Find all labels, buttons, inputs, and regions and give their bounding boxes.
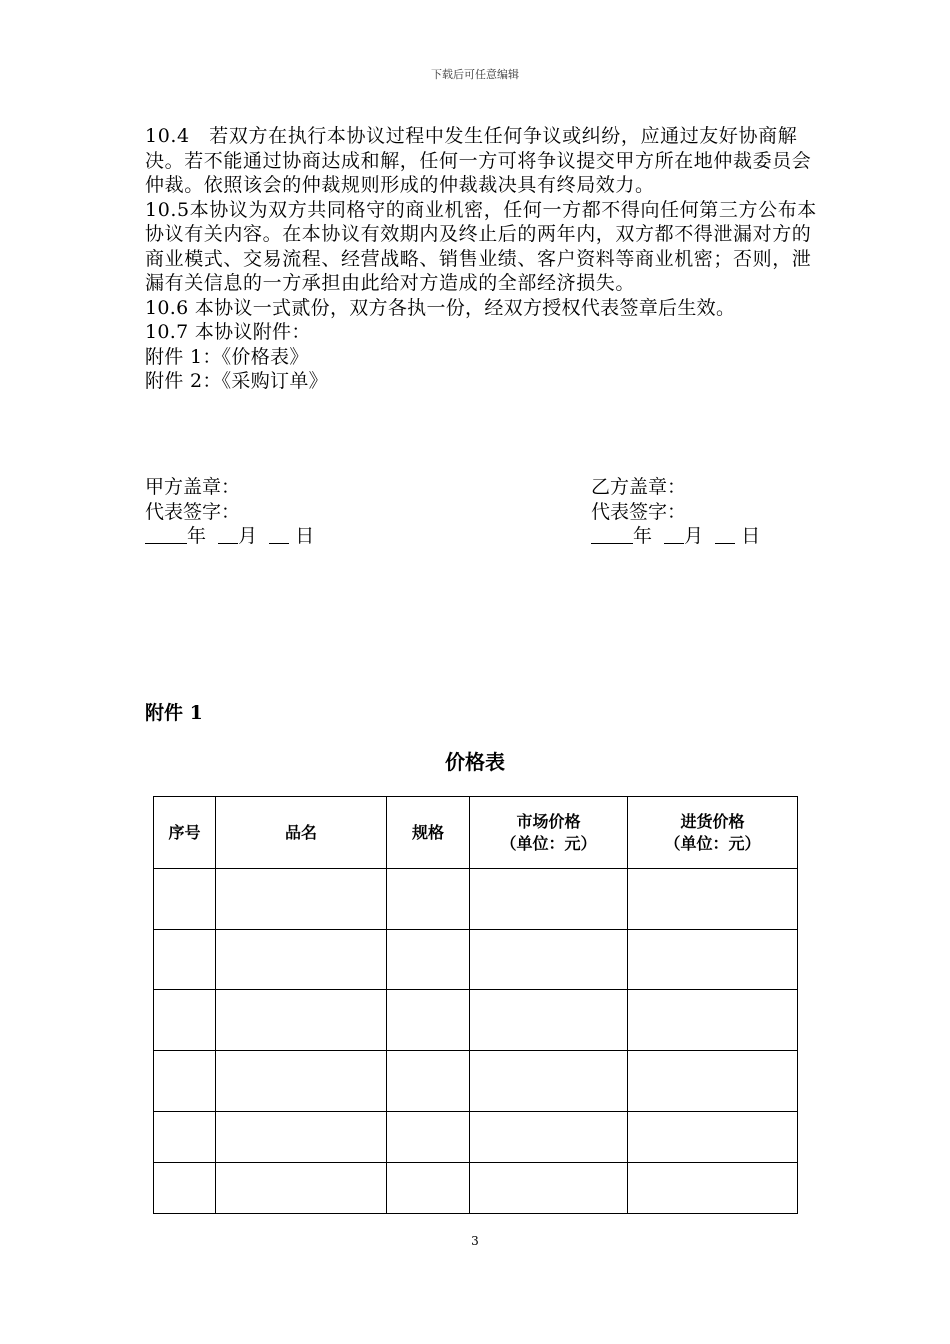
agreement-clauses [145,124,825,394]
day-blank [269,525,289,544]
table-header-row [154,797,798,869]
attachment-1-ref: 附件 1：《价格表》 [145,345,309,368]
clause-10-4: 10.4 若双方在执行本协议过程中发生任何争议或纠纷，应通过友好协商解决。若不能通过协商达成和解，任何一方可将争议提交甲方所在地仲裁委员会仲裁。依照该会的仲裁规则形成的仲裁裁决具有终局效力。 [145,125,812,196]
party-b-signature [591,475,760,549]
day-blank [715,525,735,544]
party-a-signature [145,475,314,549]
price-table-title: 价格表 [445,750,505,774]
party-a-seal-label: 甲方盖章： [145,476,241,498]
clause-10-5: 10.5本协议为双方共同格守的商业机密，任何一方都不得向任何第三方公布本协议有关内容。在本协议有效期内及终止后的两年内，双方都不得泄漏对方的商业模式、交易流程、经营战略、销售业绩、客户资料等商业机密；否则，泄漏有关信息的一方承担由此给对方造成的全部经济损失。 [145,198,817,294]
year-blank [591,525,633,544]
clause-10-7: 10.7 本协议附件： [145,321,311,343]
party-a-rep-label: 代表签字： [145,500,241,523]
col-header-spec: 规格 [387,797,470,869]
year-label: 年 [187,525,207,547]
party-b-seal-label: 乙方盖章： [591,476,687,498]
month-label: 月 [684,525,704,547]
party-b-rep-label: 代表签字： [591,500,687,523]
year-label: 年 [633,525,653,547]
table-row [154,990,798,1051]
col-header-product: 品名 [216,797,387,869]
clause-10-6: 10.6 本协议一式贰份，双方各执一份，经双方授权代表签章后生效。 [145,296,736,319]
col-header-market-price: 市场价格 （单位：元） [470,797,628,869]
table-row [154,1112,798,1163]
table-row [154,930,798,990]
month-blank [218,525,238,544]
party-a-date [145,524,314,549]
month-blank [664,525,684,544]
table-row [154,1163,798,1214]
day-label: 日 [295,525,315,547]
attachment-2-ref: 附件 2：《采购订单》 [145,370,328,392]
page-number: 3 [471,1234,479,1248]
price-table [153,796,798,1214]
col-header-purchase-price: 进货价格 （单位：元） [628,797,798,869]
month-label: 月 [238,525,258,547]
table-row [154,1051,798,1112]
day-label: 日 [741,525,761,547]
table-row [154,869,798,930]
year-blank [145,525,187,544]
attachment-label: 附件 1 [145,702,203,724]
party-b-date [591,524,760,549]
page-header: 下载后可任意编辑 [431,68,519,81]
col-header-index: 序号 [154,797,216,869]
